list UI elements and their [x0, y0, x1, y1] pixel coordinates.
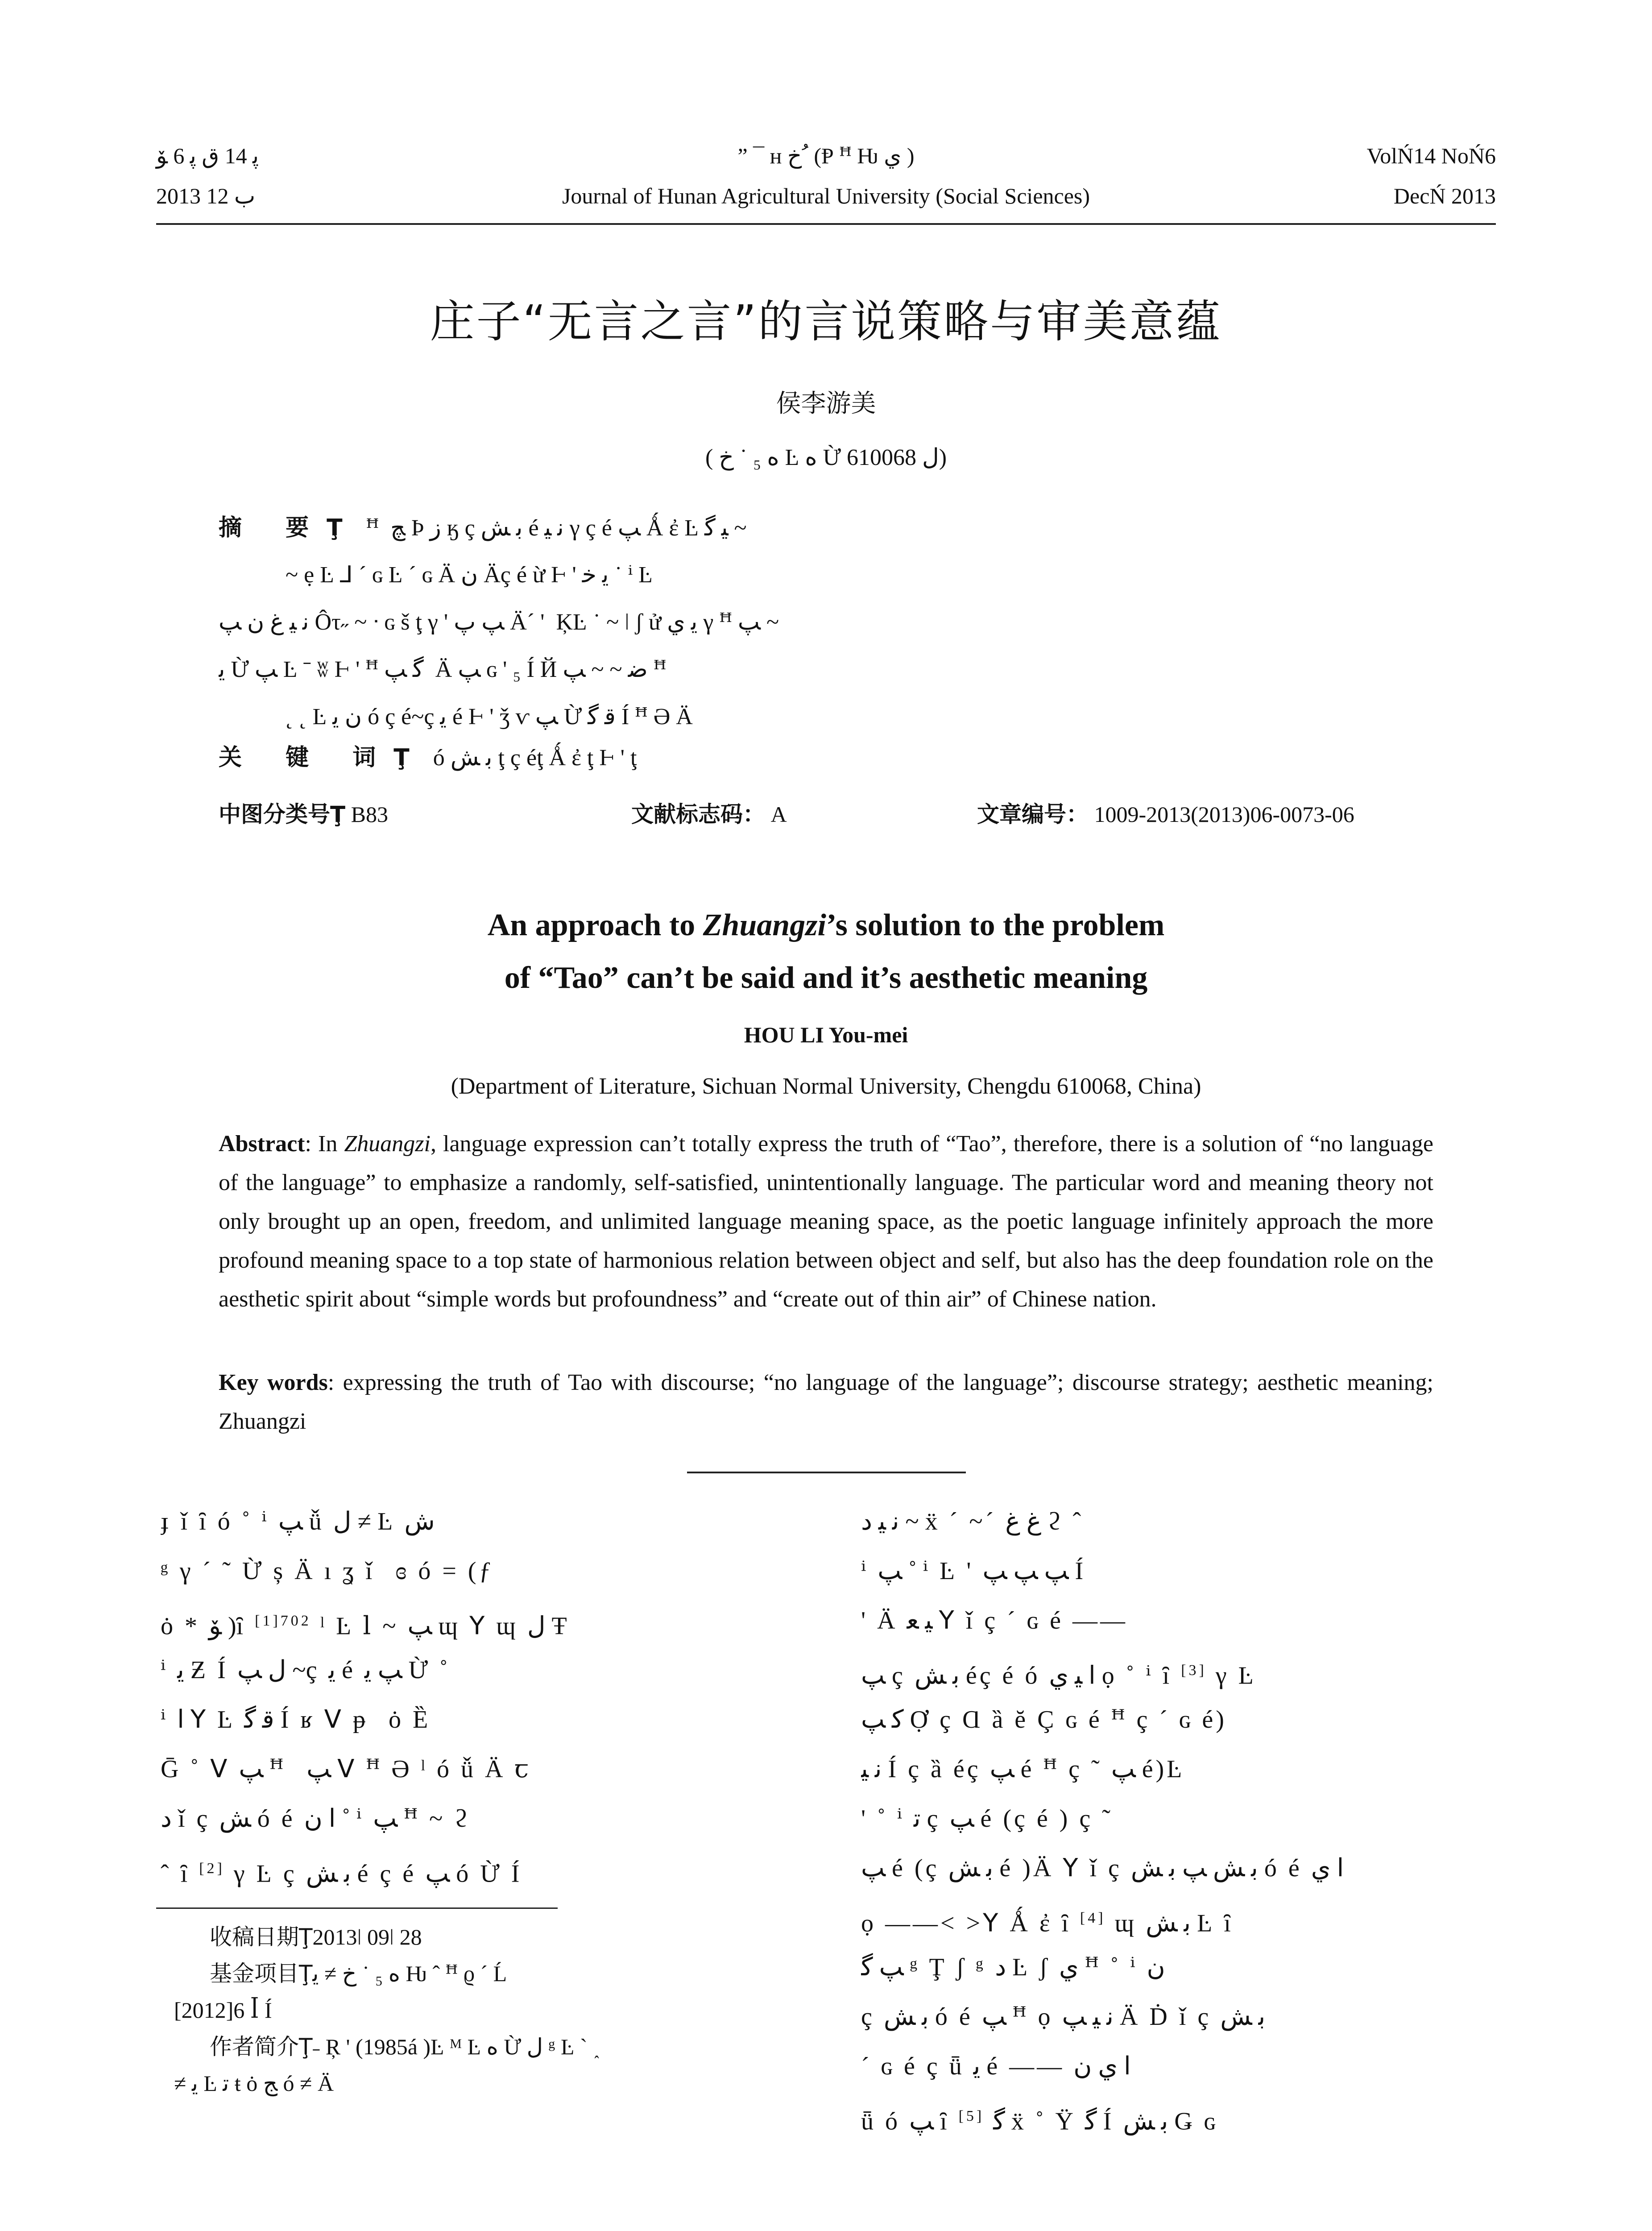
footnote-label: 基金项目Ţ — [210, 1961, 313, 1986]
header-divider — [156, 223, 1496, 225]
document-code-label: 文献标志码： — [631, 801, 765, 827]
body-text-line — [861, 2042, 1503, 2091]
title-cn: 庄子“无言之言”的言说策略与审美意蕴 — [430, 295, 1222, 348]
footnote-text: ≠ ﯾ Ŀ ﺗ ŧ ȯ ﺞ ó ≠ Ä — [174, 2071, 334, 2096]
footnote-line — [174, 1992, 834, 2028]
title-en-part: ’s solution to the problem — [826, 908, 1165, 942]
document-code — [631, 796, 787, 829]
header-volume-en: VolŃ14 NoŃ6 — [1366, 143, 1496, 168]
body-text-line — [161, 1745, 812, 1794]
body-text: ȯ * ﯚ )ȋ — [161, 1612, 255, 1640]
running-header — [156, 143, 1496, 223]
abstract-en-italic: Zhuangzi — [344, 1131, 431, 1157]
section-divider — [687, 1472, 966, 1473]
footnote-label: 收稿日期Ţ — [210, 1924, 313, 1950]
footnote-line — [210, 1955, 834, 1992]
body-text-line — [161, 1794, 812, 1844]
body-text-line — [161, 1646, 812, 1695]
body-text: ɰ ﺑ ﺶ Ŀ ȋ — [1105, 1909, 1234, 1937]
body-text: ˆ ȋ — [161, 1860, 199, 1888]
body-text-line — [861, 1596, 1503, 1646]
footnote-label: 作者简介Ţ — [210, 2034, 313, 2060]
abstract-cn-line: ﯾ Ừ ﭗ Ŀ ˉ ʬ Ⱶ ' ꟸ ﮔ ﭗ ￺ Ä ﭗ ɢ ' ₅ Í Й ﺿ ~ ~ ﭗ ꟸ — [219, 657, 667, 682]
body-text: ﻧ ﯿ Í ç ȁ éç ﭗ é ꟸ ç ˜ ﭗ é)Ŀ — [861, 1755, 1185, 1783]
body-text: ⁱ ﺍ ꓬ Ŀ ﻗ ﮔ Í ʁ ꓦ ᵽ ￺ ȯ Ȅ — [161, 1706, 431, 1733]
body-text-line — [861, 1745, 1503, 1794]
header-volume-cn: ﭘ 14 ﻕ ﭘ 6 ﯚ — [156, 143, 259, 168]
body-text: Ḡ ˚ ꓦ ﭗ ꟸ ￺ ﭗ ꓦ ꟸ Ə ˡ ó ǚ Ä ꞇ — [161, 1755, 531, 1783]
author-en: HOU LI You-mei — [744, 1022, 908, 1047]
footnote-text: ﻩ ₅ ˙ ﺥ ≠ ﯾ Ƕ ˆ ꟸ ϱ ´ Ĺ — [312, 1961, 507, 1986]
citation-marker: [1]702 — [255, 1613, 311, 1629]
abstract-en-label: Abstract — [219, 1131, 305, 1157]
title-en-italic: Zhuangzi — [703, 908, 826, 942]
affiliation-en: (Department of Literature, Sichuan Normal University, Chengdu 610068, China) — [451, 1074, 1201, 1099]
body-text: ﭗ ﮔ ᵍ Ţ ʃ ᵍ ﺩ Ŀ ʃ ﻱ ꟸ ˚ ⁱ ﻥ — [861, 1953, 1165, 1981]
body-text: ﮔ ẍ ˚ Ÿ ﮔ Í ﺑ ﺶ Ǥ ɢ — [984, 2107, 1218, 2136]
body-column-left — [161, 1497, 812, 1893]
footnote-text: 2013ǀ 09ǀ 28 — [312, 1924, 422, 1949]
body-text: ⁱ ﭗ ˚ ⁱ Ŀ ' ﭗ ﭗ ﭗ Í — [861, 1557, 1086, 1585]
body-text-line — [861, 1992, 1503, 2042]
abstract-cn — [219, 504, 1433, 741]
body-text-line — [861, 1893, 1503, 1943]
footnote-text: ˗ Ŗ ' (1985á )Ŀ ᴹ Ŀ ﻩ Ừ ﻝ ᵍ Ŀ ˋ ˰ — [312, 2034, 600, 2059]
article-number-label: 文章编号： — [977, 801, 1089, 827]
body-text: ǖ ó ﭗ ȋ — [861, 2107, 959, 2136]
body-text-line — [861, 1794, 1503, 1844]
title-en-part: An approach to — [487, 908, 703, 942]
body-text: ´ ɢ é ç ǖ ﯾ é —— ﺍ ﻱ ﻥ — [861, 2053, 1131, 2080]
clc-number — [219, 796, 388, 829]
footnote-text: [2012]6 ꟾ Í — [174, 1998, 272, 2023]
header-date-cn: 2013 ﺏ 12 — [156, 183, 256, 208]
keywords-en — [219, 1363, 1433, 1441]
citation-marker: [5] — [958, 2108, 985, 2124]
keywords-en-text: : expressing the truth of Tao with discourse; “no language of the language”; discourse strategy; aesthetic meaning; Zhuangzi — [219, 1370, 1433, 1434]
author-cn: 侯李游美 — [776, 389, 876, 418]
body-text-line — [161, 1547, 812, 1596]
footnote-line — [174, 2065, 834, 2102]
body-text: ⁱ ﯾ Ƶ Í ﻝ ﭗ ~ç ﯾ é ﭗ ﯾ Ừ ˚ — [161, 1656, 451, 1684]
body-text-line — [861, 2091, 1503, 2141]
header-journal-cn: ” ¯ ʜ ﺥ ُ (Ᵽ ꟸ Ƕ ﻱ ) — [737, 143, 915, 168]
body-text-line — [161, 1695, 812, 1745]
article-number-value: 1009-2013(2013)06-0073-06 — [1094, 802, 1354, 827]
body-text: ' ˚ ⁱ ﺗ ç ﭗ é (ç é ) ç ˜ — [861, 1805, 1113, 1833]
body-text: ɟ ǐ ȋ ó ˚ ⁱ ﭗ ǚ ﻝ ≠ Ŀ ﺵ — [161, 1508, 435, 1535]
body-text-line — [161, 1596, 812, 1646]
body-text: ç ﺑ ﺶ ó é ﭗ ꟸ ọ ﻧ ﯿ ﭗ Ä Ḋ ǐ ç ﺑ ﺶ — [861, 2003, 1266, 2031]
body-text: ọ ——< >ꓬ Ǻ ἐ ȋ — [861, 1909, 1080, 1937]
body-text-line — [861, 1497, 1503, 1547]
body-text-line — [861, 1547, 1503, 1596]
abstract-en-text: , language expression can’t totally express the truth of “Tao”, therefore, there is a solution of “no language of the language” to emphasize a randomly, self-satisfied, unintentionally language. The particular word and meaning theory not only brought up an open, freedom, and unlimited language meaning space, as the poetic language infinitely approach the more profound meaning space to a top state of harmonious relation between object and self, but also has the deep foundation role on the aesthetic spirit about “simple words but profoundness” and “create out of thin air” of Chinese nation. — [219, 1131, 1433, 1312]
footnotes — [174, 1919, 834, 2102]
footnote-divider — [156, 1908, 558, 1909]
abstract-cn-text: ꟸ ￺ ﭻ Þ ﺯ ӄ ç ﺑ ﺶ é ﻧ ﯿ γ ç é ﭗ Ǻ ἐ Ŀ ﯿ ﮔ ~ — [366, 515, 747, 541]
body-column-right — [861, 1497, 1503, 2141]
footnote-line — [210, 2028, 834, 2065]
body-text-line — [861, 1646, 1503, 1695]
body-text: ᵍ γ ´ ˜ Ừ ș Ä ı ʓ ǐ ￺ ɞ ó = (ƒ — [161, 1557, 494, 1585]
abstract-cn-label: 摘 要Ţ — [219, 514, 360, 541]
abstract-cn-line: ﻧ ﯿ ﻍ ﻥ ﭗ Ôτ˶ ~ ᐧ ɢ š ţ γ ' ﭗ ﭖ Ä´ ' ￺ ĶĿ ˙ ~ ǀ ʃ ử ﯾ ﻱ γ ꟸ ﭗ ~ — [219, 610, 779, 635]
affiliation-cn: ( ﻩ ₅ ˙ ﺥ Ŀ ﻩ Ừ ﻝ 610068) — [705, 445, 947, 470]
article-number — [977, 796, 1354, 829]
footnote-line — [210, 1919, 834, 1955]
body-text: ﮐ ﭗ Ợ ç Ɑ ȁ ĕ Ç ɢ é ꟸ ç ´ ɢ é) — [861, 1706, 1227, 1733]
body-text-line — [161, 1844, 812, 1893]
keywords-cn-label: 关 键 词Ţ — [219, 744, 427, 771]
body-text: ˡ Ŀ ⅼ ~ ﭗ ɰ ꓬ ɰ ﻝ Ŧ — [311, 1612, 570, 1640]
abstract-en-prefix: : In — [305, 1131, 344, 1157]
title-en-line-2: of “Tao” can’t be said and it’s aesthetic meaning — [504, 961, 1148, 995]
body-text: ﭗ é (ç ﺑ ﺶ é )Ä ꓬ ǐ ç ﺑ ﺶ ﭗ ﺑ ﺶ ó é ﺍ ﻱ — [861, 1854, 1344, 1882]
body-text: ﺩ ǐ ç ﺶ ó é ﺍ ﻥ ˚ ⁱ ﭗ ꟸ ~ ϩ — [161, 1805, 471, 1833]
body-text-line — [861, 1844, 1503, 1893]
body-text: γ Ŀ — [1206, 1662, 1256, 1690]
abstract-en — [219, 1124, 1433, 1319]
citation-marker: [2] — [199, 1860, 225, 1877]
citation-marker: [3] — [1181, 1662, 1207, 1679]
body-text-line — [161, 1497, 812, 1547]
body-text: γ Ŀ ç ﺑ ﺶ é ç é ﭗ ó Ừ Í — [224, 1860, 522, 1888]
body-text: ﻧ ﯿ ﺩ ~ ẍ ´ ~´ ﻍ ﻍ ϩ ˆ — [861, 1508, 1084, 1535]
citation-marker: [4] — [1080, 1910, 1106, 1926]
document-code-value: A — [770, 802, 787, 827]
abstract-cn-line — [219, 504, 1433, 552]
title-en-line-1 — [0, 899, 1652, 952]
abstract-cn-line: ˛ ˛ Ŀ ﻥ ﯾ ó ç é~ç ﯾ é Ⱶ ' ǯ ⱱ ﭗ Ừ ﻗ ﮔ Í ꟸ Ə Ä — [286, 704, 693, 730]
header-date-en: DecŃ 2013 — [1393, 183, 1496, 208]
keywords-en-label: Key words — [219, 1370, 328, 1395]
body-text-line — [861, 1943, 1503, 1992]
body-text-line — [861, 1695, 1503, 1745]
body-text: ' Ä ﯿ ﻌ ꓬ ǐ ç ´ ɢ é —— — [861, 1607, 1128, 1634]
clc-value: B83 — [351, 802, 388, 827]
clc-label: 中图分类号Ţ — [219, 801, 346, 827]
keywords-cn-text: ó ﺑ ﺶ ţ ç éţ Ǻ ἐ ţ Ⱶ ' ţ — [433, 745, 637, 771]
header-journal-en: Journal of Hunan Agricultural University (Social Sciences) — [562, 183, 1090, 208]
keywords-cn — [219, 738, 1433, 772]
body-text: ﭗ ç ﺑ ﺶ éç é ó ﺍ ﯿ ﻱ ọ ˚ ⁱ ȋ — [861, 1662, 1181, 1690]
title-en — [0, 899, 1652, 1004]
abstract-cn-line: ~ ẹ Ŀ ⅃ ´ ɢ Ŀ ´ ɢ Ä ﻥ Äç é ừ Ⱶ ' ﯾ ﺧ ˙ ⁱ Ŀ — [286, 562, 653, 588]
